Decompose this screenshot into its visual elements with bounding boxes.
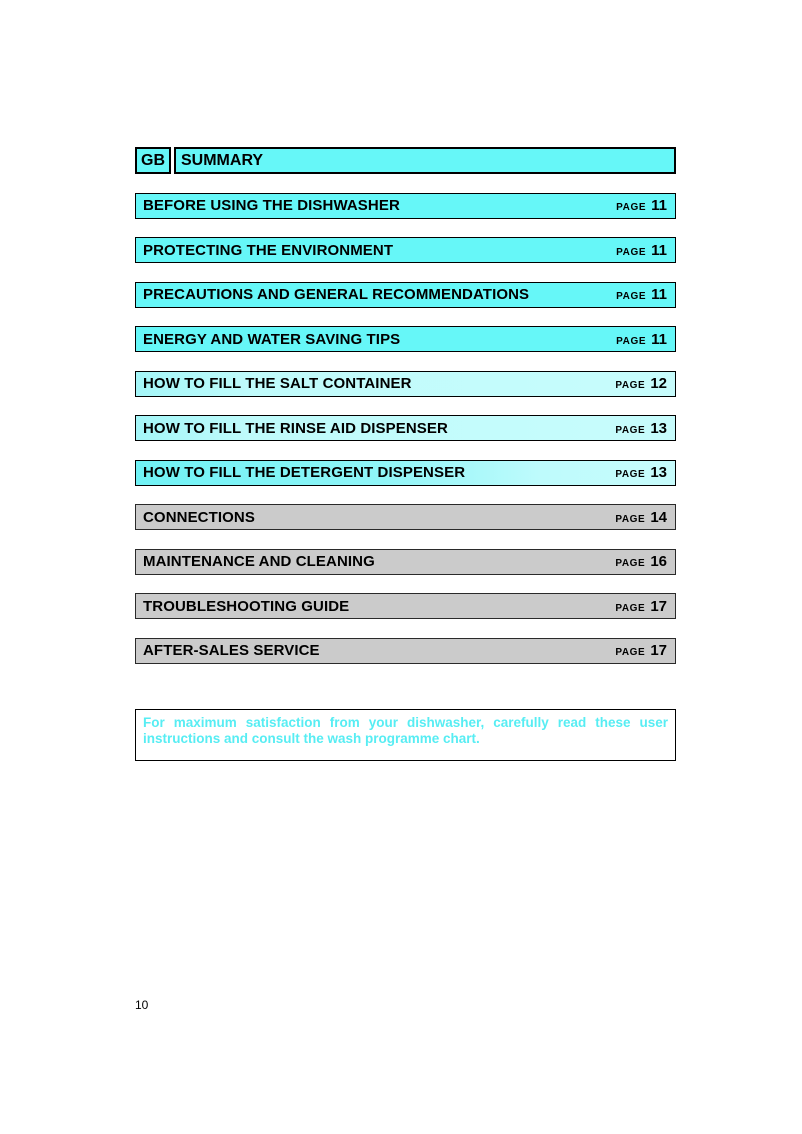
toc-item-pageref [616,331,667,348]
page-title-bar [174,147,676,174]
page-word: PAGE [616,335,647,347]
page-word: PAGE [615,647,646,658]
toc-item-pageref [615,420,667,437]
toc-item-pageref [616,286,667,303]
page-word: PAGE [615,558,646,569]
toc-row-troubleshooting [135,593,676,619]
toc-item-label: CONNECTIONS [143,508,255,526]
toc-item-pageref [615,553,667,570]
toc-item-label: PROTECTING THE ENVIRONMENT [143,241,394,259]
toc-row-protecting-environment [135,237,676,263]
page-number: 16 [650,553,667,570]
toc-item-label: ENERGY AND WATER SAVING TIPS [143,330,401,348]
page-number: 11 [651,330,667,348]
page-word: PAGE [615,424,646,436]
toc-item-label: MAINTENANCE AND CLEANING [143,553,375,570]
toc-item-pageref [615,598,667,615]
page-title: SUMMARY [181,151,264,169]
folio-page-number: 10 [135,998,149,1012]
toc-item-pageref [615,509,667,526]
toc-row-maintenance [135,549,676,575]
toc-row-after-sales [135,638,676,664]
toc-row-detergent-dispenser [135,460,676,486]
page-number: 13 [650,419,667,437]
page-word: PAGE [616,202,647,213]
toc-row-connections [135,504,676,530]
toc-item-label: TROUBLESHOOTING GUIDE [143,597,350,615]
toc-row-rinse-aid [135,415,676,441]
page-word: PAGE [616,291,647,302]
page-word: PAGE [616,246,647,258]
advice-note-box [135,709,676,761]
toc-item-label: HOW TO FILL THE DETERGENT DISPENSER [143,464,466,481]
toc-item-label: PRECAUTIONS AND GENERAL RECOMMENDATIONS [143,286,530,303]
page-number: 13 [650,464,667,481]
page-number: 11 [651,197,667,214]
page-word: PAGE [615,513,646,525]
advice-note-text: For maximum satisfaction from your dishwasher, carefully read these user instructions and consult the wash programme chart. [143,714,668,746]
language-code: GB [141,151,165,169]
toc-row-energy-saving [135,326,676,352]
toc-item-label: HOW TO FILL THE RINSE AID DISPENSER [143,419,448,437]
page-word: PAGE [615,380,646,391]
page-word: PAGE [615,469,646,480]
toc-item-pageref [615,464,667,481]
toc-row-precautions [135,282,676,308]
language-badge [135,147,171,174]
page-word: PAGE [615,602,646,614]
toc-item-label: BEFORE USING THE DISHWASHER [143,197,400,214]
page-number: 17 [650,597,667,615]
summary-header [135,147,676,174]
toc-item-pageref [615,642,667,659]
page-number: 11 [651,241,667,259]
toc-item-pageref [615,375,667,392]
page-number: 12 [650,375,667,392]
page-number: 11 [651,286,667,303]
toc-row-salt-container [135,371,676,397]
toc-item-pageref [616,197,667,214]
summary-content [135,147,676,761]
page-number: 17 [650,642,667,659]
page-number: 14 [650,508,667,526]
toc-item-pageref [616,242,667,259]
toc-row-before-using [135,193,676,219]
toc-item-label: HOW TO FILL THE SALT CONTAINER [143,375,412,392]
toc-item-label: AFTER-SALES SERVICE [143,642,320,659]
